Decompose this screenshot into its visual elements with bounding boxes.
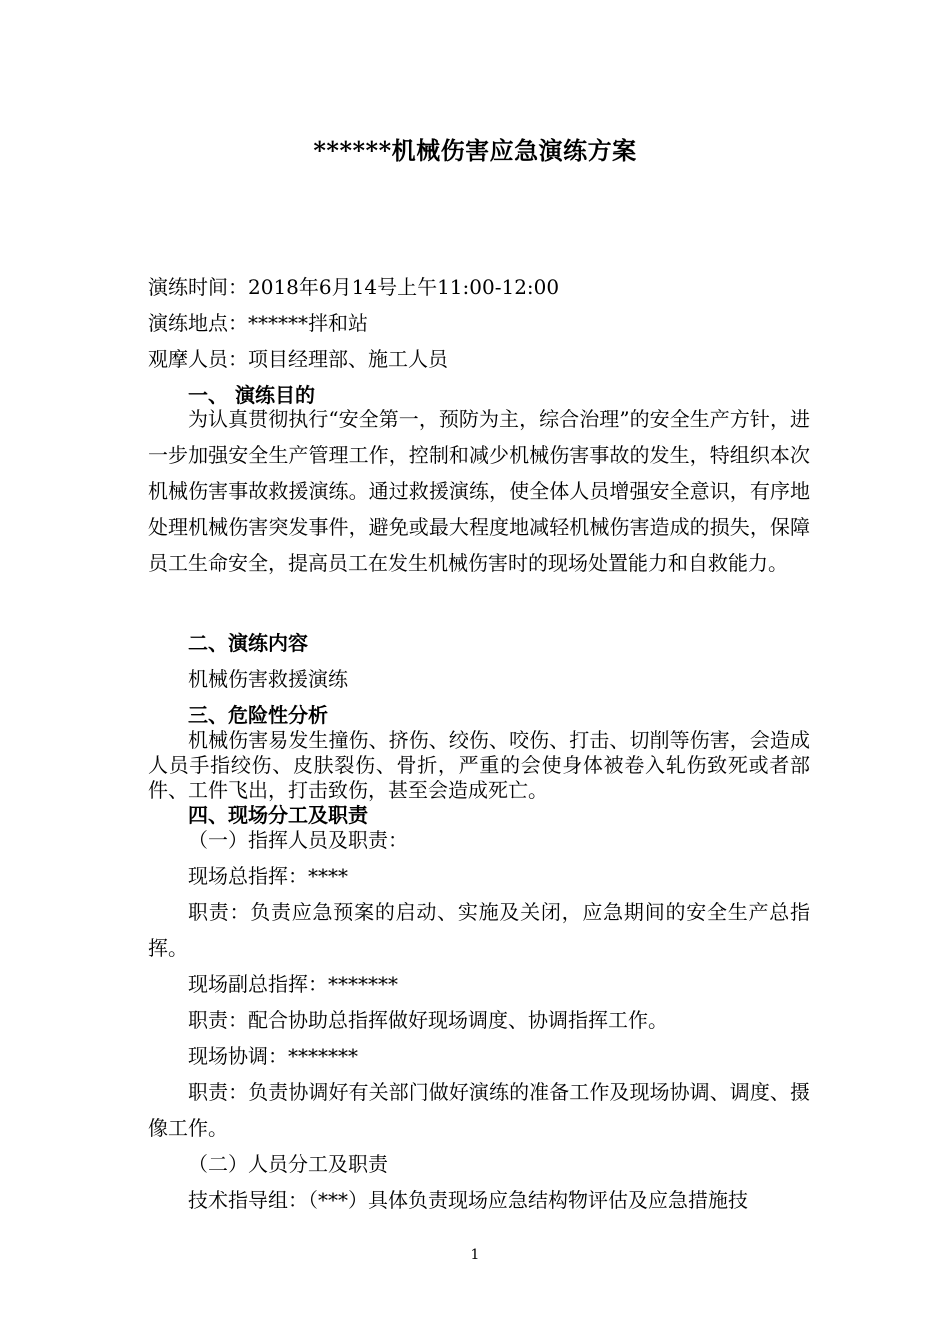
section-1-body: 为认真贯彻执行“安全第一，预防为主，综合治理”的安全生产方针，进一步加强安全生产管理工作，控制和减少机械伤害事故的发生，特组织本次机械伤害事故救援演练。通过救援演练，使全体人员增强安全意识，有序地处理机械伤害突发事件，避免或最大程度地减轻机械伤害造成的损失，保障员工生命安全，提高员工在发生机械伤害时的现场处置能力和自救能力。 — [148, 407, 810, 575]
page-number: 1 — [470, 1247, 480, 1263]
section-2-body: 机械伤害救援演练 — [188, 667, 348, 691]
coordinator-duty: 职责：负责协调好有关部门做好演练的准备工作及现场协调、调度、摄像工作。 — [148, 1080, 810, 1140]
section-1-heading: 一、 演练目的 — [188, 383, 315, 407]
section-3-body: 机械伤害易发生撞伤、挤伤、绞伤、咬伤、打击、切削等伤害，会造成人员手指绞伤、皮肤裂伤、骨折，严重的会使身体被卷入轧伤致死或者部件、工件飞出，打击致伤，甚至会造成死亡。 — [148, 728, 810, 802]
coordinator: 现场协调：******* — [188, 1044, 358, 1068]
section-2-heading: 二、演练内容 — [188, 631, 308, 655]
section-4-heading: 四、现场分工及职责 — [188, 803, 368, 827]
drill-time: 演练时间：2018年6月14号上午11:00-12:00 — [148, 275, 560, 299]
section-4-sub-1: （一）指挥人员及职责： — [188, 828, 408, 852]
observers: 观摩人员：项目经理部、施工人员 — [148, 347, 448, 371]
commander: 现场总指挥：**** — [188, 864, 348, 888]
document-title: ******机械伤害应急演练方案 — [313, 136, 637, 165]
section-4-sub-2: （二）人员分工及职责 — [188, 1152, 388, 1176]
deputy-duty: 职责：配合协助总指挥做好现场调度、协调指挥工作。 — [188, 1008, 668, 1032]
section-3-heading: 三、危险性分析 — [188, 703, 328, 727]
deputy-commander: 现场副总指挥：******* — [188, 972, 398, 996]
technical-group: 技术指导组：（***）具体负责现场应急结构物评估及应急措施技 — [188, 1188, 748, 1212]
commander-duty: 职责：负责应急预案的启动、实施及关闭，应急期间的安全生产总指挥。 — [148, 900, 810, 960]
drill-location: 演练地点：******拌和站 — [148, 311, 368, 335]
